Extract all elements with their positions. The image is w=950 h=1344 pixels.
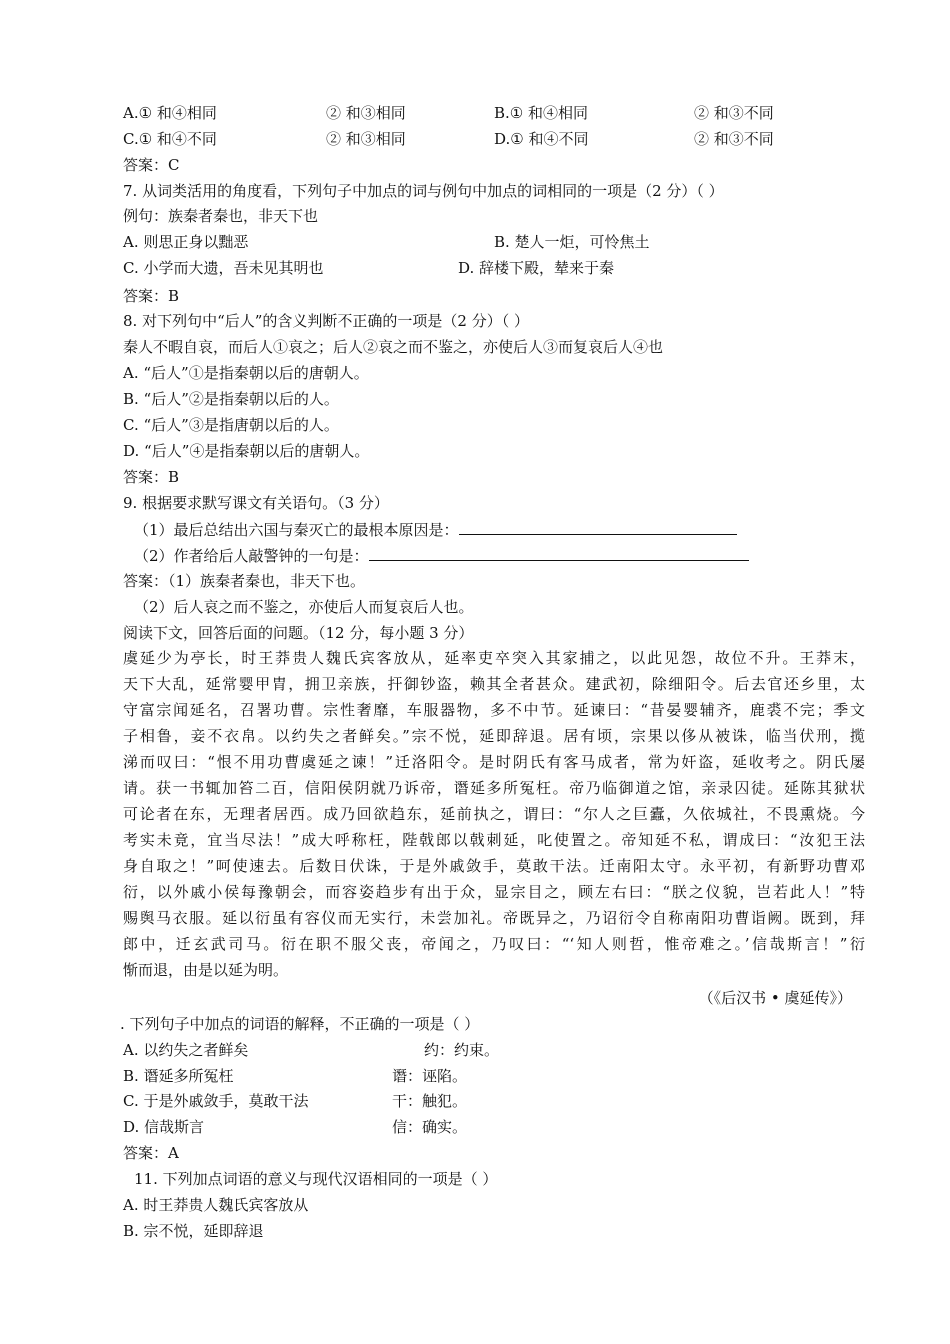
q7-stem: 7. 从词类活用的角度看，下列句子中加点的词与例句中加点的词相同的一项是（2 分）（ ） <box>123 182 724 200</box>
q8-option-a: A. “后人”①是指秦朝以后的唐朝人。 <box>123 364 369 382</box>
q6-option-d-part1: D.① 和④不同 <box>494 130 589 148</box>
reading-line-11: 赐舆马衣服。延以衍虽有容仪而无实行，未尝加礼。帝既异之，乃诏衍令自称南阳功曹诣阙。既到，拜 <box>123 909 865 927</box>
q7-option-b: B. 楚人一炬，可怜焦土 <box>494 233 650 251</box>
q8-stem: 8. 对下列句中“后人”的含义判断不正确的一项是（2 分）（ ） <box>123 312 529 330</box>
q8-answer: 答案：B <box>123 468 180 486</box>
q11-option-b: B. 宗不悦，延即辞退 <box>123 1222 264 1240</box>
q10-option-c-gloss: 干：触犯。 <box>392 1092 468 1110</box>
q8-option-d: D. “后人”④是指秦朝以后的唐朝人。 <box>123 442 370 460</box>
q9-item-2 <box>134 545 749 566</box>
q8-sentence: 秦人不暇自哀，而后人①哀之；后人②哀之而不鉴之，亦使后人③而复哀后人④也 <box>123 338 664 356</box>
q8-option-b: B. “后人”②是指秦朝以后的人。 <box>123 390 339 408</box>
q9-item-1 <box>134 519 737 540</box>
q6-option-c-part2: ② 和③相同 <box>326 130 406 148</box>
q6-option-a-part1: A.① 和④相同 <box>123 104 217 122</box>
q7-option-a: A. 则思正身以黜恶 <box>123 233 249 251</box>
q10-option-a-gloss: 约：约束。 <box>424 1041 500 1059</box>
reading-line-10: 衍，以外戚小侯每豫朝会，而容姿趋步有出于众，显宗目之，顾左右曰：“朕之仪貌，岂若此人！”特 <box>123 883 865 901</box>
q10-option-c: C. 于是外戚敛手，莫敢干法 <box>123 1092 309 1110</box>
q6-option-c-part1: C.① 和④不同 <box>123 130 217 148</box>
q7-option-c: C. 小学而大遗，吾未见其明也 <box>123 259 324 277</box>
reading-line-3: 守富宗闻延名，召署功曹。宗性奢靡，车服器物，多不中节。延谏曰：“昔晏婴辅齐，鹿裘不完；季文 <box>123 701 865 719</box>
q10-option-b: B. 谮延多所冤枉 <box>123 1067 234 1085</box>
q8-option-c: C. “后人”③是指唐朝以后的人。 <box>123 416 339 434</box>
q10-stem: . 下列句子中加点的词语的解释，不正确的一项是（ ） <box>120 1015 480 1033</box>
reading-intro: 阅读下文，回答后面的问题。（12 分，每小题 3 分） <box>123 624 474 642</box>
reading-line-13: 惭而退，由是以延为明。 <box>123 961 289 979</box>
reading-line-4: 子相鲁，妾不衣帛。以约失之者鲜矣。”宗不悦，延即辞退。居有顷，宗果以侈从被诛，临当伏刑，揽 <box>123 727 865 745</box>
q7-answer: 答案：B <box>123 287 180 305</box>
reading-line-7: 可论者在东，无理者居西。成乃回欲趋东，延前执之，谓曰：“尔人之巨蠹，久依城社，不畏熏烧。今 <box>123 805 865 823</box>
q6-option-d-part2: ② 和③不同 <box>694 130 774 148</box>
reading-line-6: 请。获一书辄加笞二百，信阳侯阴就乃诉帝，谮延多所冤枉。帝乃临御道之馆，亲录囚徒。延陈其狱状 <box>123 779 865 797</box>
q6-option-a-part2: ② 和③相同 <box>326 104 406 122</box>
q10-option-d: D. 信哉斯言 <box>123 1118 205 1136</box>
reading-line-2: 天下大乱，延常婴甲胄，拥卫亲族，扞御钞盗，赖其全者甚众。建武初，除细阳令。后去官还乡里，太 <box>123 675 865 693</box>
q10-option-a: A. 以约失之者鲜矣 <box>123 1041 249 1059</box>
q11-option-a: A. 时王莽贵人魏氏宾客放从 <box>123 1196 309 1214</box>
q9-item-1-text: （1）最后总结出六国与秦灭亡的最根本原因是： <box>134 521 459 539</box>
q7-example: 例句：族秦者秦也，非天下也 <box>123 207 319 225</box>
q9-item-2-text: （2）作者给后人敲警钟的一句是： <box>134 547 369 565</box>
q9-blank-2[interactable] <box>369 545 749 561</box>
q6-option-b-part2: ② 和③不同 <box>694 104 774 122</box>
reading-source: （《后汉书 • 虞延传》） <box>698 989 852 1007</box>
q6-answer: 答案：C <box>123 156 180 174</box>
q9-answer-2: （2）后人哀之而不鉴之，亦使后人而复哀后人也。 <box>134 598 474 616</box>
q11-stem: 11. 下列加点词语的意义与现代汉语相同的一项是（ ） <box>134 1170 498 1188</box>
q9-blank-1[interactable] <box>459 519 737 535</box>
reading-line-5: 涕而叹曰：“恨不用功曹虞延之谏！”迁洛阳令。是时阴氏有客马成者，常为奸盗，延收考之。阴氏屡 <box>123 753 865 771</box>
reading-line-1: 虞延少为亭长，时王莽贵人魏氏宾客放从，延率吏卒突入其家捕之，以此见怨，故位不升。王莽末， <box>123 649 865 667</box>
q6-option-b-part1: B.① 和④相同 <box>494 104 589 122</box>
q10-option-b-gloss: 谮：诬陷。 <box>392 1067 468 1085</box>
q9-stem: 9. 根据要求默写课文有关语句。（3 分） <box>123 494 389 512</box>
q10-answer: 答案：A <box>123 1144 179 1162</box>
reading-line-8: 考实未竟，宜当尽法！”成大呼称枉，陛戟郎以戟刺延，叱使置之。帝知延不私，谓成曰：“汝犯王法 <box>123 831 865 849</box>
q9-answer-1: 答案：（1）族秦者秦也，非天下也。 <box>123 572 366 590</box>
q7-option-d: D. 辞楼下殿，辇来于秦 <box>458 259 615 277</box>
reading-line-12: 郎中，迁玄武司马。衍在职不服父丧，帝闻之，乃叹曰：“‘知人则哲，惟帝难之。’信哉斯言！”衍 <box>123 935 865 953</box>
reading-line-9: 身自取之！”呵使速去。后数日伏诛，于是外戚敛手，莫敢干法。迁南阳太守。永平初，有新野功曹邓 <box>123 857 865 875</box>
q10-option-d-gloss: 信：确实。 <box>392 1118 468 1136</box>
